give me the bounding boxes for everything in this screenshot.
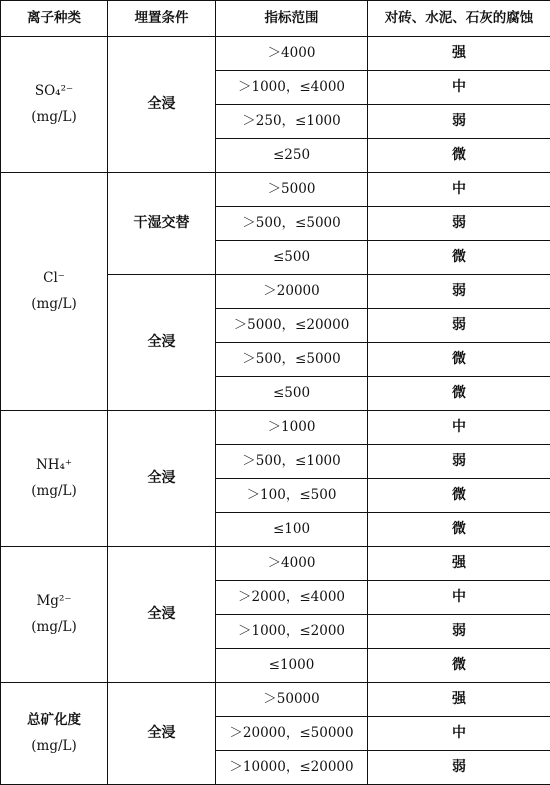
range-cell: ≤1000 <box>216 649 368 683</box>
range-cell: ＞10000，≤20000 <box>216 751 368 785</box>
range-cell: ≤250 <box>216 139 368 173</box>
condition-cell: 全浸 <box>108 275 216 411</box>
ion-name: NH₄⁺ <box>1 453 107 479</box>
level-cell: 弱 <box>368 445 550 479</box>
range-cell: ＞1000，≤2000 <box>216 615 368 649</box>
header-burial-condition: 埋置条件 <box>108 1 216 37</box>
table-row <box>1 683 550 717</box>
level-cell: 微 <box>368 241 550 275</box>
level-cell: 中 <box>368 71 550 105</box>
range-cell: ＞20000，≤50000 <box>216 717 368 751</box>
level-cell: 弱 <box>368 309 550 343</box>
condition-cell: 全浸 <box>108 683 216 785</box>
ion-cell-chloride <box>1 173 108 411</box>
level-cell: 弱 <box>368 751 550 785</box>
table-row <box>1 37 550 71</box>
level-cell: 微 <box>368 479 550 513</box>
range-cell: ≤500 <box>216 241 368 275</box>
level-cell: 强 <box>368 547 550 581</box>
condition-cell: 全浸 <box>108 547 216 683</box>
ion-unit: (mg/L) <box>1 479 107 505</box>
header-corrosion-level: 对砖、水泥、石灰的腐蚀 <box>368 1 550 37</box>
range-cell: ＞100，≤500 <box>216 479 368 513</box>
level-cell: 中 <box>368 717 550 751</box>
level-cell: 微 <box>368 343 550 377</box>
range-cell: ＞500，≤1000 <box>216 445 368 479</box>
ion-cell-sulfate <box>1 37 108 173</box>
range-cell: ≤100 <box>216 513 368 547</box>
range-cell: ＞4000 <box>216 547 368 581</box>
range-cell: ＞500，≤5000 <box>216 207 368 241</box>
range-cell: ＞20000 <box>216 275 368 309</box>
range-cell: ＞1000 <box>216 411 368 445</box>
condition-cell: 干湿交替 <box>108 173 216 275</box>
level-cell: 弱 <box>368 105 550 139</box>
table-row <box>1 547 550 581</box>
ion-unit: (mg/L) <box>1 292 107 318</box>
header-index-range: 指标范围 <box>216 1 368 37</box>
ion-cell-total-mineralization <box>1 683 108 785</box>
ion-unit: (mg/L) <box>1 615 107 641</box>
table-row <box>1 173 550 207</box>
ion-name: 总矿化度 <box>1 708 107 734</box>
level-cell: 微 <box>368 377 550 411</box>
table-header-row <box>1 1 550 37</box>
range-cell: ＞1000，≤4000 <box>216 71 368 105</box>
range-cell: ＞4000 <box>216 37 368 71</box>
range-cell: ＞5000 <box>216 173 368 207</box>
ion-name: Cl⁻ <box>1 266 107 292</box>
level-cell: 中 <box>368 581 550 615</box>
ion-cell-magnesium <box>1 547 108 683</box>
level-cell: 微 <box>368 513 550 547</box>
range-cell: ＞5000，≤20000 <box>216 309 368 343</box>
range-cell: ＞250，≤1000 <box>216 105 368 139</box>
ion-name: SO₄²⁻ <box>1 79 107 105</box>
range-cell: ＞500，≤5000 <box>216 343 368 377</box>
level-cell: 弱 <box>368 275 550 309</box>
level-cell: 强 <box>368 683 550 717</box>
header-ion-type: 离子种类 <box>1 1 108 37</box>
range-cell: ≤500 <box>216 377 368 411</box>
level-cell: 中 <box>368 173 550 207</box>
level-cell: 微 <box>368 649 550 683</box>
level-cell: 弱 <box>368 207 550 241</box>
ion-cell-ammonium <box>1 411 108 547</box>
level-cell: 弱 <box>368 615 550 649</box>
ion-unit: (mg/L) <box>1 734 107 760</box>
level-cell: 中 <box>368 411 550 445</box>
range-cell: ＞50000 <box>216 683 368 717</box>
range-cell: ＞2000，≤4000 <box>216 581 368 615</box>
ion-name: Mg²⁻ <box>1 589 107 615</box>
condition-cell: 全浸 <box>108 411 216 547</box>
table-row <box>1 411 550 445</box>
ion-unit: (mg/L) <box>1 105 107 131</box>
level-cell: 强 <box>368 37 550 71</box>
level-cell: 微 <box>368 139 550 173</box>
condition-cell: 全浸 <box>108 37 216 173</box>
